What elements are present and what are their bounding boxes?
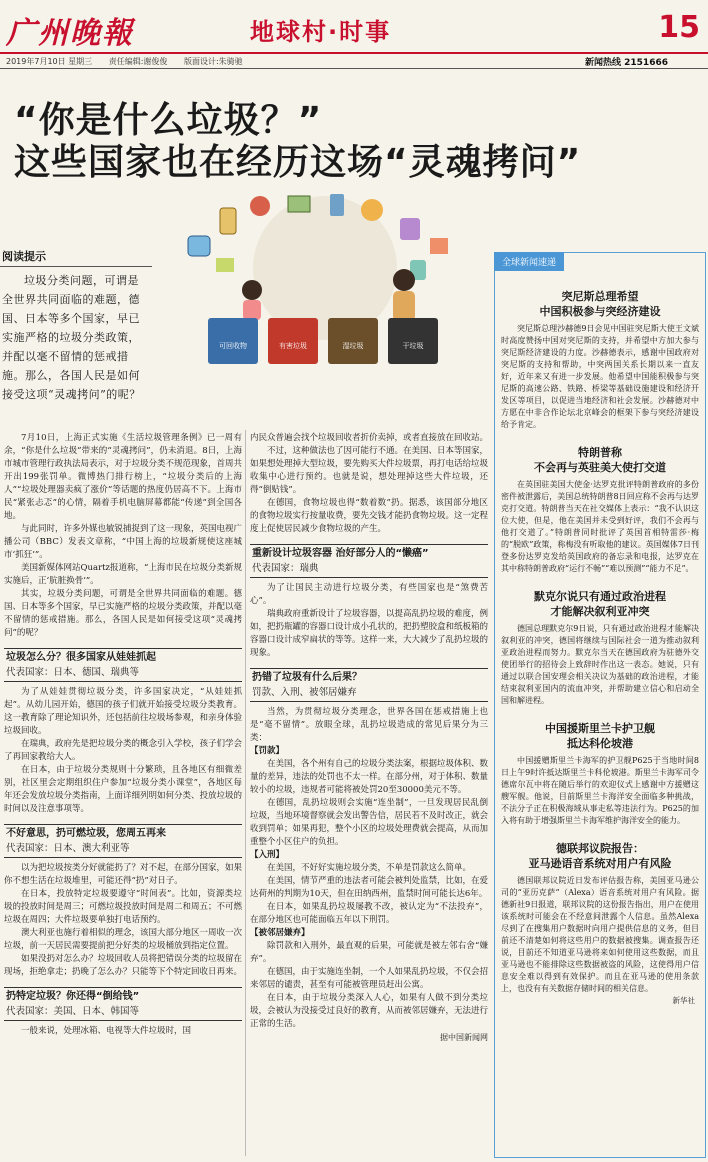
editor-credit: 责任编辑:谢俊俊: [108, 57, 168, 66]
subheading-title: 垃圾怎么分？很多国家从娃娃抓起: [6, 652, 156, 663]
child-figure: [242, 280, 262, 320]
brief-title: 中国积极参与突经济建设: [539, 305, 661, 318]
paragraph: 为了从娃娃贯彻垃圾分类，许多国家决定，“从娃娃抓起”。从幼儿园开始，德国的孩子们就开始接受垃圾分类教育。这一教育除了理论知识外，还包括前往垃圾场参观，和亲身体验垃圾回收。: [4, 687, 243, 736]
brief-title: 才能解决叙利亚冲突: [550, 605, 650, 618]
news-brief-item: [495, 589, 705, 707]
paragraph: 在日本，如果乱扔垃圾屡教不改，被认定为“不法投弃”，在部分地区也可能面临五年以下刑罚。: [250, 902, 488, 925]
news-brief-item: [495, 289, 705, 431]
paragraph: 在德国，乱扔垃圾则会实施“连坐制”，一旦发现居民乱倒垃圾，当地环境督察就会发出警告信，居民若不及时改正，就会收到罚单；如果再犯，整个小区的垃圾处理费就会提高，从而加重整个小区住户的负担。: [250, 798, 489, 847]
brief-title: 中国援斯里兰卡护卫舰: [545, 722, 655, 735]
wet-waste-bin-icon: [328, 318, 378, 364]
issue-date: 2019年7月10日 星期三: [6, 57, 93, 66]
headline-line-2: 这些国家也在经历这场“灵魂拷问”: [14, 142, 582, 183]
paragraph: 在瑞典，政府先是把垃圾分类的概念引入学校，孩子们学会了再回家教给大人。: [4, 739, 243, 762]
designer-credit: 版面设计:朱骑驰: [183, 57, 243, 66]
penalty-tag: 【入刑】: [250, 850, 285, 860]
global-news-brief: [494, 252, 706, 1158]
newspaper-logo: 广州晚報: [6, 16, 134, 51]
penalty-tag: 【被邻居嫌弃】: [250, 928, 310, 938]
woman-figure: [393, 269, 415, 321]
paragraph: 在德国，食物垃圾也得“数着数”扔。据悉，该国部分地区的食物垃圾实行按量收费，要先交钱才能扔食物垃圾。这一定程度上促使居民减少食物垃圾的产生。: [250, 498, 489, 534]
paragraph: 如果没扔对怎么办？垃圾回收人员将把错误分类的垃圾留在现场，拒绝拿走；扔晚了怎么办？只能等下个特定回收日再来。: [4, 954, 243, 977]
section-title: 地球村·时事: [250, 18, 392, 46]
brief-source: 新华社: [672, 996, 695, 1005]
paragraph: 为了让国民主动进行垃圾分类，有些国家也是“煞费苦心”。: [250, 583, 488, 606]
article-source: 据中国新闻网: [440, 1033, 488, 1042]
subheading-title: 扔特定垃圾？你还得“倒给钱”: [6, 991, 140, 1002]
subheading: [4, 648, 242, 682]
news-brief-item: [495, 445, 705, 575]
bin-label: 有害垃圾: [279, 342, 307, 350]
page-number: 15: [658, 10, 700, 45]
garbage-sorting-illustration: [160, 188, 490, 368]
main-headline: [14, 100, 694, 184]
paragraph: 在德国，由于实施连坐制，一个人如果乱扔垃圾，不仅会招来邻居的谴责，甚至有可能被管理员赶出公寓。: [250, 967, 489, 990]
bin-label: 湿垃圾: [342, 342, 364, 350]
subheading-title: 重新设计垃圾容器 治好部分人的“懒癌”: [252, 548, 429, 559]
hazardous-bin-icon: [268, 318, 318, 364]
paragraph: 在日本，投放特定垃圾要遵守“时间表”。比如，资源类垃圾的投放时间是周三；可燃垃圾投放时间是周二和周五；不可燃垃圾在周四；大件垃圾要单独打电话预约。: [4, 889, 243, 925]
paragraph: 在美国，各个州有自己的垃圾分类法案，根据垃圾体积、数量的差异，违法的处罚也不太一样。在部分州，对于体积、数量较小的垃圾，违规者可能将被处罚20至30000美元不等。: [250, 759, 489, 795]
column-divider: [245, 430, 246, 1156]
subheading-countries: 罚款、入刑、被邻居嫌弃: [252, 687, 357, 698]
brief-body: 德国联邦议院近日发布评估报告称，美国亚马逊公司的“亚历克萨”（Alexa）语音系统对用户有风险。据德新社9日报道，联邦议院的这份报告指出，用户在使用该系统时可能会在不经意间泄露个人信息。虽然Alexa尽到了在搜集用户数据时向用户提供信息的义务，但目前还不清楚如何将这些用户的数据被搜集。调查报告还说，目前还不知道亚马逊将来如何使用这些数据，而且亚马逊也不能排除这些数据被盗的风险，这使得用户信息安全难以得到有效保护。而且在亚马逊的使用条款上，也没有有关数据存储时间的相关信息。: [501, 876, 699, 993]
paragraph: 除罚款和入刑外，最直观的后果，可能就是被左邻右舍“嫌弃”。: [250, 941, 488, 964]
paragraph: 美国新媒体网站Quartz报道称，“上海市民在垃圾分类新规实施后，正‘肮脏换骨’”。: [4, 563, 242, 586]
paragraph: 不过，这种做法也了因可能行不通。在美国、日本等国家，如果想处理掉大型垃圾，要先购买大件垃圾票，再打电话给垃圾收集中心进行预约。也就是说，想处理掉这些大件垃圾，还得“倒贴钱”。: [250, 446, 489, 495]
news-brief-item: [495, 841, 705, 1006]
paragraph: 澳大利亚也施行着相似的理念，该国大部分地区一周收一次垃圾，前一天居民需要提前把分好类的垃圾桶放到指定位置。: [4, 928, 243, 951]
subheading-countries: 代表国家：日本、澳大利亚等: [6, 843, 130, 854]
brief-body: 德国总理默克尔9日说，只有通过政治进程才能解决叙利亚的冲突，德国将继续与国际社会一道为推动叙利亚政治进程而努力。默克尔当天在德国政府为驻德外交使团举行的招待会上致辞时作出这一表态。她说，只有通过以联合国安理会相关决议为基础的政治进程，才能结束叙利亚国内的流血冲突，并帮助建立信心和启动全国和解进程。: [501, 624, 699, 705]
paragraph: 7月10日，上海正式实施《生活垃圾管理条例》已一周有余，“你是什么垃圾”带来的“灵魂拷问”，仍未消退。8日，上海市城市管理行政执法局表示，对于垃圾分类不规范现象，首周共开出199张罚单。微博热门排行榜上，“垃圾分类后的上海人”“垃圾处理器卖疯了涨价”等话题的热度仍居高不下。上海市民“紧张忐忑”的心情，隔着手机电脑屏幕都能“传递”到全国各地。: [4, 433, 243, 521]
subheading-countries: 代表国家：瑞典: [252, 563, 319, 574]
subheading-title: 不好意思，扔可燃垃圾，您周五再来: [6, 828, 166, 839]
reading-tip-title: 阅读提示: [0, 246, 152, 267]
brief-title: 亚马逊语音系统对用户有风险: [528, 857, 672, 870]
masthead: [0, 0, 708, 52]
brief-body: 中国援赠斯里兰卡海军的护卫舰P625于当地时间8日上午9时许抵达斯里兰卡科伦坡港。斯里兰卡海军司令德席尔瓦中将在随后举行的欢迎仪式上感谢中方援赠这艘军舰。他说，目前斯里兰卡海洋安全面临多种挑战，不法分子正在积极海域从事走私等违法行为。P625的加入将有助于增强斯里兰卡海军维护海洋安全的能力。: [501, 756, 699, 825]
subheading: [250, 668, 488, 702]
reading-tip-text: 垃圾分类问题，可谓是全世界共同面临的难题，德国、日本等多个国家，早已实施严格的垃圾分类政策，并配以毫不留情的惩戒措施。那么，各国人民是如何接受这项“灵魂拷问”的呢？: [2, 274, 141, 401]
masthead-rule-thin: [0, 68, 708, 69]
brief-title: 德联邦议院报告：: [556, 842, 644, 855]
paragraph: 在美国，情节严重的违法者可能会被判处监禁，比如，在爱达荷州的判期为10天，但在田纳西州，监禁时间可能长达6年。: [250, 876, 489, 899]
bin-label: 可回收物: [219, 342, 247, 350]
brief-title: 特朗普称: [578, 446, 622, 459]
subheading: [250, 544, 488, 578]
subheading-countries: 代表国家：日本、德国、瑞典等: [6, 667, 140, 678]
paragraph: 当然，为贯彻垃圾分类理念，世界各国在惩戒措施上也是“毫不留情”。放眼全球，乱扔垃圾造成的常见后果分为三类：: [250, 707, 488, 743]
brief-body: 在英国驻美国大使金·达罗克批评特朗普政府的多份密件被泄露后，美国总统特朗普8日回应称不会再与达罗克打交道。特朗普当天在社交媒体上表示：“我不认识这位大使，但是，他在美国并未受到好评，我们不会再与他打交道了。”特朗普同时批评了英国首相特雷莎·梅的“脱欧”政策，称梅没有听取他的建议。英国媒体7日刊登多份达罗克发给英国政府的备忘录和电报，达罗克在其中称特朗普政府“运行不畅”“难以预测”“能力不足”。: [501, 480, 699, 573]
subheading-countries: 代表国家：美国、日本、韩国等: [6, 1006, 140, 1017]
article-column-2: [250, 432, 488, 1158]
brief-title: 默克尔说只有通过政治进程: [534, 590, 666, 603]
paragraph: 以为把垃圾按类分好就能扔了？对不起，在部分国家，如果你不想生活在垃圾堆里，可能还得“扔”对日子。: [4, 863, 243, 886]
reading-tip: [0, 246, 152, 408]
paragraph: 在日本，由于垃圾分类深入人心，如果有人做不到分类垃圾，会被认为没接受过良好的教育，从而被邻居嫌弃，无法进行正常的生活。: [250, 993, 489, 1029]
recyclable-bin-icon: [208, 318, 258, 364]
brief-title: 不会再与英驻美大使打交道: [534, 461, 666, 474]
bin-label: 干垃圾: [402, 342, 424, 350]
brief-title: 突尼斯总理希望: [561, 290, 639, 303]
masthead-meta: [6, 56, 257, 67]
brief-title: 抵达科伦坡港: [567, 737, 633, 750]
subheading: [4, 824, 242, 858]
paragraph: 其实，垃圾分类问题，可谓是全世界共同面临的难题。德国、日本等多个国家，早已实施严格的垃圾分类政策，并配以毫不留情的惩戒措施。那么，各国人民是如何接受这项“灵魂拷问”的呢？: [4, 589, 243, 638]
paragraph: 在美国，不好好实施垃圾分类，不单是罚款这么简单。: [267, 863, 472, 873]
news-brief-item: [495, 721, 705, 827]
headline-line-1: “你是什么垃圾？”: [14, 100, 323, 141]
news-hotline: 新闻热线 2151666: [585, 58, 668, 68]
paragraph: 一般来说，处理冰箱、电视等大件垃圾时，国: [21, 1026, 192, 1036]
paragraph: 与此同时，许多外媒也敏锐捕捉到了这一现象，英国电视广播公司（BBC）发表文章称，“中国上海的垃圾新规使这座城市‘抓狂’”。: [4, 524, 243, 560]
masthead-rule: [0, 52, 708, 54]
penalty-tag: 【罚款】: [250, 746, 285, 756]
paragraph: 瑞典政府重新设计了垃圾容器，以提高乱扔垃圾的难度，例如，把扔瓶罐的容器口设计成小孔状的，把扔塑胶盒和纸板箱的容器口设计成窄扁状的等等。这样一来，大大减少了乱扔垃圾的现象。: [250, 609, 489, 658]
global-news-tab: 全球新闻速递: [494, 252, 564, 271]
paragraph: 内民众普遍会找个垃圾回收者折价卖掉，或者直接放在回收站。: [250, 433, 489, 443]
article-column-1: [4, 432, 242, 1158]
brief-body: 突尼斯总理沙赫德9日会见中国驻突尼斯大使王文斌时高度赞扬中国对突尼斯的支持，并希望中方加大参与突尼斯经济建设的力度。沙赫德表示，感谢中国政府对突尼斯的支持和帮助，中突两国关系长期以来一直友好，近年来又有进一步发展。他希望中国能积极参与突尼斯的高速公路、铁路、桥梁等基础设施建设和经济开发区等项目，以促进当地经济和社会发展。沙赫德对中方愿在中非合作论坛北京峰会的框架下参与突经济建设给予肯定。: [501, 324, 699, 429]
paragraph: 在日本，由于垃圾分类规则十分繁琐，且各地区有细微差别，社区里会定期组织住户参加“垃圾分类小课堂”，各地区每年还会发放垃圾分类指南，上面详细列明如何分类、投放垃圾的时间以及注意事项等。: [4, 765, 243, 814]
subheading-title: 扔错了垃圾有什么后果？: [252, 672, 362, 683]
subheading: [4, 987, 242, 1021]
dry-waste-bin-icon: [388, 318, 438, 364]
